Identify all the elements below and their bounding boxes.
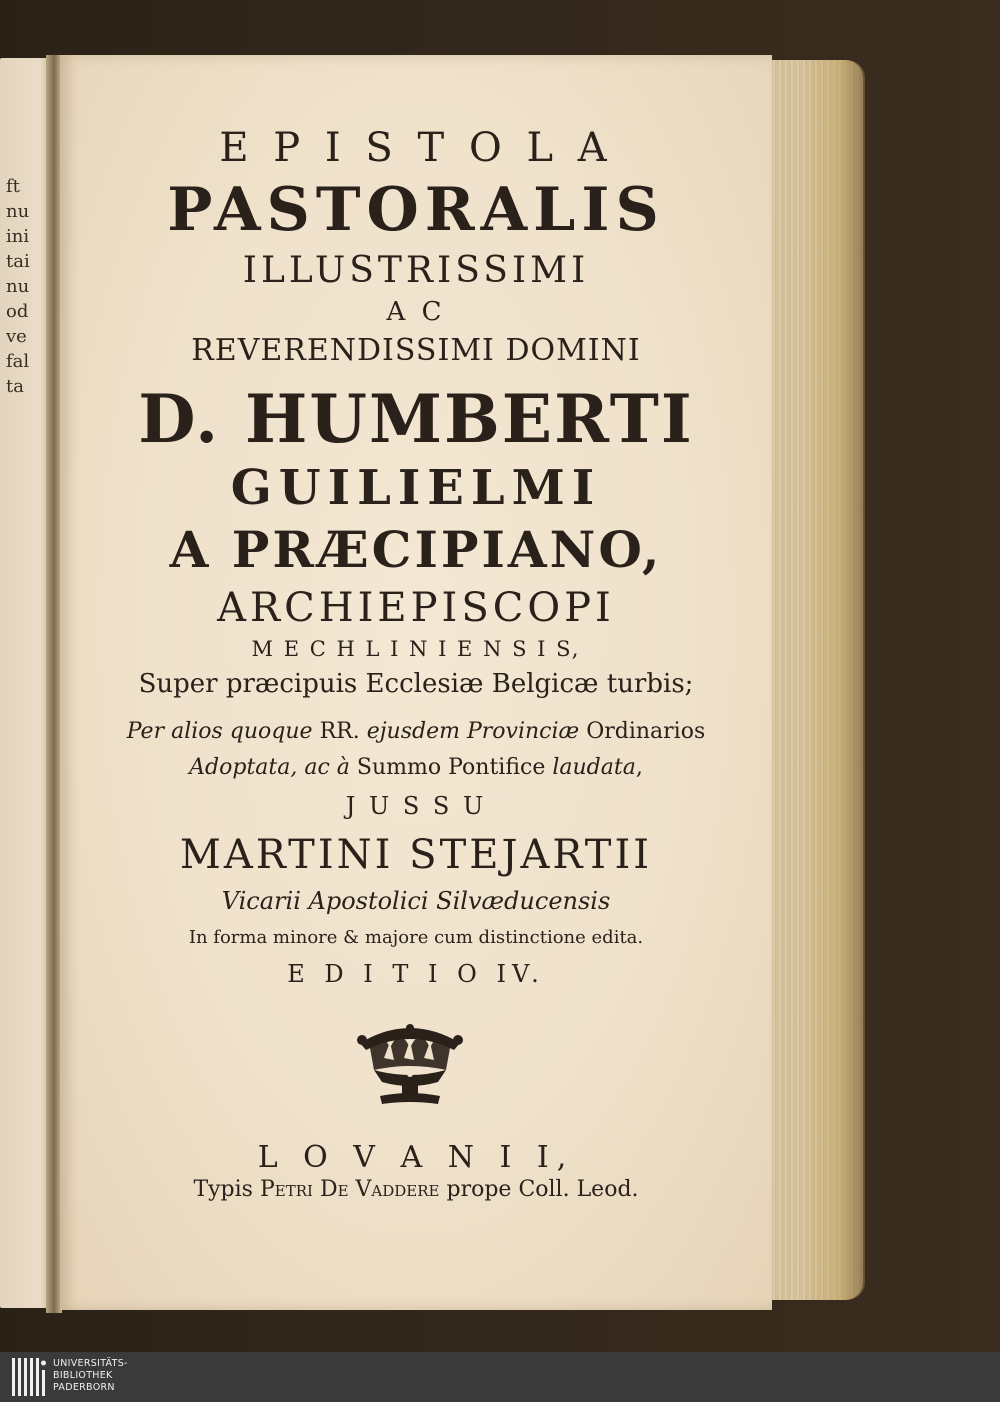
title-line-reverendissimi: REVERENDISSIMI DOMINI bbox=[191, 333, 641, 368]
library-name-line: PADERBORN bbox=[53, 1382, 115, 1393]
title-line-vicarii: Vicarii Apostolici Silvæducensis bbox=[221, 887, 611, 915]
left-page-fragment: tai bbox=[6, 251, 30, 272]
left-page-fragment: od bbox=[6, 301, 29, 322]
text-ejusdem: ejusdem Provinciæ bbox=[366, 719, 580, 744]
page-edge-shade bbox=[800, 60, 865, 1300]
title-line-humberti: D. HUMBERTI bbox=[138, 380, 694, 458]
title-line-epistola: E P I S T O L A bbox=[219, 125, 613, 171]
text-comma: , bbox=[635, 755, 643, 780]
title-line-adoptata bbox=[60, 755, 772, 780]
title-line-super: Super præcipuis Ecclesiæ Belgicæ turbis; bbox=[138, 669, 694, 699]
library-name-line: BIBLIOTHEK bbox=[53, 1370, 113, 1381]
text-typis: Typis bbox=[193, 1177, 253, 1202]
title-line-mechliniensis: M E C H L I N I E N S I S, bbox=[251, 637, 581, 661]
title-line-guilielmi: GUILIELMI bbox=[230, 460, 602, 516]
title-line-stejartii: MARTINI STEJARTII bbox=[179, 832, 653, 878]
title-line-editio: E D I T I O IV. bbox=[287, 960, 545, 988]
left-page-fragment: ini bbox=[6, 226, 30, 247]
imprint-lovanii: L O V A N I I, bbox=[257, 1140, 575, 1175]
title-line-pastoralis: PASTORALIS bbox=[167, 175, 665, 245]
text-printer-name: Petri De Vaddere bbox=[259, 1177, 440, 1202]
left-page-fragment: nu bbox=[6, 201, 30, 222]
text-ac-a: , ac à bbox=[290, 755, 350, 780]
title-line-jussu: J U S S U bbox=[345, 792, 487, 820]
left-page-fragment: nu bbox=[6, 276, 30, 297]
title-line-illustrissimi: ILLUSTRISSIMI bbox=[242, 250, 590, 291]
imprint-typis bbox=[60, 1177, 772, 1202]
library-name bbox=[53, 1358, 128, 1394]
library-logo-icon bbox=[12, 1358, 46, 1396]
left-page-fragment: ta bbox=[6, 376, 24, 397]
text-summo-pontifice: Summo Pontifice bbox=[356, 755, 546, 780]
text-rr: RR. bbox=[319, 719, 360, 744]
text-adoptata: Adoptata bbox=[189, 755, 291, 780]
library-footer bbox=[0, 1352, 1000, 1402]
facing-page bbox=[0, 58, 50, 1308]
title-line-in-forma: In forma minore & majore cum distinctione edita. bbox=[188, 927, 644, 948]
title-line-per-alios bbox=[60, 719, 772, 744]
left-page-fragment: fal bbox=[6, 351, 30, 372]
text-ordinarios: Ordinarios bbox=[586, 719, 706, 744]
left-page-fragment: ft bbox=[6, 176, 20, 197]
text-laudata: laudata bbox=[552, 755, 636, 780]
text-per-alios: Per alios quoque bbox=[126, 719, 313, 744]
text-prope: prope Coll. Leod. bbox=[446, 1177, 639, 1202]
title-line-praecipiano: A PRÆCIPIANO, bbox=[169, 520, 663, 579]
title-line-archiepiscopi: ARCHIEPISCOPI bbox=[217, 585, 615, 631]
title-line-ac: A C bbox=[386, 297, 446, 327]
left-page-fragment: ve bbox=[6, 326, 27, 347]
printers-ornament bbox=[350, 1018, 470, 1113]
title-page bbox=[60, 55, 772, 1310]
library-name-line: UNIVERSITÄTS- bbox=[53, 1358, 128, 1369]
